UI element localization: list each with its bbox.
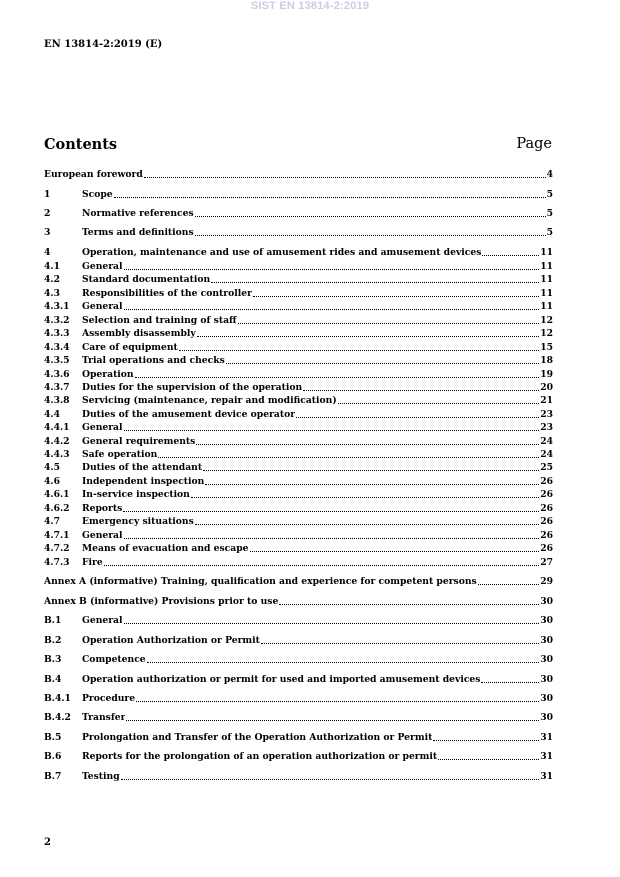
- toc-entry[interactable]: [44, 247, 553, 259]
- toc-entry-page: 26: [540, 476, 553, 487]
- toc-leader-dots: [481, 681, 539, 683]
- toc-entry-title: Annex B (informative) Provisions prior to use: [44, 596, 279, 607]
- toc-entry[interactable]: [44, 288, 553, 300]
- toc-leader-dots: [433, 739, 539, 741]
- toc-entry[interactable]: [44, 476, 553, 488]
- toc-entry-page: 30: [540, 615, 553, 626]
- toc-entry-page: 26: [540, 503, 553, 514]
- toc-leader-dots: [478, 583, 540, 585]
- toc-leader-dots: [250, 550, 540, 552]
- toc-leader-dots: [279, 603, 539, 605]
- toc-entry-title: Duties of the attendant: [82, 462, 203, 473]
- toc-entry[interactable]: [44, 261, 553, 273]
- document-id: EN 13814-2:2019 (E): [44, 39, 163, 50]
- toc-entry-page: 25: [540, 462, 553, 473]
- toc-entry-title: Responsibilities of the controller: [82, 288, 252, 299]
- toc-entry-title: Scope: [82, 189, 113, 200]
- toc-entry-title: Procedure: [82, 693, 136, 704]
- toc-entry-page: 30: [540, 712, 553, 723]
- toc-leader-dots: [482, 254, 539, 256]
- toc-entry-title: Competence: [82, 654, 146, 665]
- toc-entry-title: Duties of the amusement device operator: [82, 409, 296, 420]
- toc-entry-number: B.4.2: [44, 712, 71, 723]
- toc-entry[interactable]: [44, 674, 553, 686]
- toc-entry-number: B.2: [44, 635, 62, 646]
- toc-entry[interactable]: [44, 422, 553, 434]
- toc-entry-title: General: [82, 261, 123, 272]
- toc-entry-number: 4.3: [44, 288, 60, 299]
- toc-leader-dots: [136, 700, 539, 702]
- toc-entry-page: 31: [540, 732, 553, 743]
- toc-entry[interactable]: [44, 771, 553, 783]
- toc-entry-number: 4.6.2: [44, 503, 70, 514]
- toc-entry[interactable]: [44, 751, 553, 763]
- toc-entry-page: 5: [546, 227, 553, 238]
- toc-entry-number: 2: [44, 208, 51, 219]
- toc-entry-title: Operation: [82, 369, 134, 380]
- toc-entry[interactable]: [44, 301, 553, 313]
- toc-leader-dots: [158, 456, 539, 458]
- toc-entry-number: 4.7.3: [44, 557, 70, 568]
- toc-entry[interactable]: [44, 516, 553, 528]
- toc-entry-page: 31: [540, 751, 553, 762]
- toc-leader-dots: [195, 523, 539, 525]
- toc-entry-number: B.3: [44, 654, 62, 665]
- toc-leader-dots: [124, 429, 540, 431]
- toc-entry-page: 30: [540, 635, 553, 646]
- toc-entry-title: Fire: [82, 557, 103, 568]
- toc-entry-number: 4.2: [44, 274, 60, 285]
- toc-entry-number: 4.6: [44, 476, 60, 487]
- toc-entry-title: In-service inspection: [82, 489, 190, 500]
- toc-entry-page: 11: [540, 288, 553, 299]
- toc-entry-page: 26: [540, 489, 553, 500]
- toc-leader-dots: [226, 362, 539, 364]
- toc-entry[interactable]: [44, 382, 553, 394]
- toc-entry[interactable]: [44, 503, 553, 515]
- toc-entry-title: General requirements: [82, 436, 196, 447]
- toc-entry-number: 4.6.1: [44, 489, 70, 500]
- toc-entry-page: 29: [540, 576, 553, 587]
- toc-entry-number: 4.5: [44, 462, 60, 473]
- toc-entry-title: Prolongation and Transfer of the Operation Authorization or Permit: [82, 732, 433, 743]
- toc-entry[interactable]: [44, 342, 553, 354]
- toc-entry[interactable]: [44, 635, 553, 647]
- toc-entry[interactable]: [44, 462, 553, 474]
- toc-entry-title: Reports: [82, 503, 123, 514]
- toc-leader-dots: [191, 496, 539, 498]
- toc-entry-page: 23: [540, 422, 553, 433]
- toc-entry-number: B.5: [44, 732, 62, 743]
- toc-entry-page: 26: [540, 516, 553, 527]
- toc-leader-dots: [253, 295, 539, 297]
- toc-leader-dots: [197, 335, 540, 337]
- toc-entry[interactable]: [44, 489, 553, 501]
- toc-entry-page: 26: [540, 530, 553, 541]
- toc-entry-title: General: [82, 615, 123, 626]
- toc-entry[interactable]: [44, 543, 553, 555]
- toc-entry-title: Reports for the prolongation of an operation authorization or permit: [82, 751, 438, 762]
- toc-entry-page: 19: [540, 369, 553, 380]
- toc-entry[interactable]: [44, 328, 553, 340]
- toc-leader-dots: [123, 510, 539, 512]
- toc-entry[interactable]: [44, 712, 553, 724]
- toc-entry-page: 30: [540, 674, 553, 685]
- toc-entry-number: 4.3.3: [44, 328, 70, 339]
- toc-entry-page: 24: [540, 449, 553, 460]
- page-column-label: Page: [516, 136, 552, 152]
- toc-entry-page: 20: [540, 382, 553, 393]
- toc-entry-page: 24: [540, 436, 553, 447]
- toc-entry[interactable]: [44, 355, 553, 367]
- toc-entry-number: 4.7: [44, 516, 60, 527]
- toc-entry-page: 5: [546, 208, 553, 219]
- toc-entry[interactable]: [44, 208, 553, 220]
- toc-entry-page: 11: [540, 274, 553, 285]
- toc-entry-title: Safe operation: [82, 449, 158, 460]
- toc-entry-number: 4.3.8: [44, 395, 70, 406]
- toc-entry[interactable]: [44, 409, 553, 421]
- toc-entry-title: Normative references: [82, 208, 194, 219]
- toc-entry-title: General: [82, 422, 123, 433]
- toc-entry-title: Care of equipment: [82, 342, 178, 353]
- toc-entry[interactable]: [44, 557, 553, 569]
- toc-entry-title: Operation Authorization or Permit: [82, 635, 260, 646]
- toc-entry[interactable]: [44, 693, 553, 705]
- toc-entry-number: 4.3.5: [44, 355, 70, 366]
- toc-leader-dots: [124, 622, 540, 624]
- toc-entry[interactable]: [44, 395, 553, 407]
- toc-entry-number: 4.3.7: [44, 382, 70, 393]
- toc-entry[interactable]: [44, 732, 553, 744]
- toc-entry-number: 4.4.3: [44, 449, 70, 460]
- toc-leader-dots: [126, 719, 539, 721]
- toc-leader-dots: [124, 308, 540, 310]
- toc-leader-dots: [203, 469, 539, 471]
- toc-entry-page: 30: [540, 693, 553, 704]
- toc-entry-page: 12: [540, 315, 553, 326]
- toc-entry-title: Transfer: [82, 712, 126, 723]
- toc-entry-page: 5: [546, 189, 553, 200]
- toc-entry-page: 4: [546, 169, 553, 180]
- toc-leader-dots: [147, 661, 540, 663]
- toc-entry-number: 1: [44, 189, 51, 200]
- toc-leader-dots: [179, 349, 539, 351]
- toc-entry-title: Annex A (informative) Training, qualification and experience for competent persons: [44, 576, 477, 587]
- toc-leader-dots: [135, 376, 540, 378]
- toc-entry[interactable]: [44, 315, 553, 327]
- toc-entry-page: 21: [540, 395, 553, 406]
- toc-entry[interactable]: [44, 615, 553, 627]
- toc-leader-dots: [195, 215, 546, 217]
- toc-leader-dots: [144, 176, 546, 178]
- toc-entry[interactable]: [44, 596, 553, 608]
- toc-leader-dots: [303, 389, 539, 391]
- toc-entry-number: 4.3.2: [44, 315, 70, 326]
- toc-entry-page: 18: [540, 355, 553, 366]
- toc-entry[interactable]: [44, 654, 553, 666]
- toc-entry-number: B.4.1: [44, 693, 71, 704]
- toc-entry-number: 4.1: [44, 261, 60, 272]
- toc-entry-number: 4.4.2: [44, 436, 70, 447]
- toc-entry-title: Emergency situations: [82, 516, 194, 527]
- watermark: SIST EN 13814-2:2019: [250, 0, 370, 12]
- toc-entry-title: Terms and definitions: [82, 227, 194, 238]
- toc-entry[interactable]: [44, 274, 553, 286]
- toc-leader-dots: [196, 443, 539, 445]
- toc-entry[interactable]: [44, 576, 553, 588]
- toc-entry-number: B.4: [44, 674, 62, 685]
- toc-leader-dots: [114, 196, 546, 198]
- toc-entry-title: General: [82, 530, 123, 541]
- toc-entry-title: Independent inspection: [82, 476, 205, 487]
- toc-entry[interactable]: [44, 189, 553, 201]
- toc-entry-number: 4.7.1: [44, 530, 70, 541]
- toc-entry-number: B.6: [44, 751, 62, 762]
- toc-entry-page: 11: [540, 301, 553, 312]
- toc-entry[interactable]: [44, 530, 553, 542]
- toc-entry-title: Testing: [82, 771, 120, 782]
- toc-entry-number: 4.3.6: [44, 369, 70, 380]
- toc-entry-page: 15: [540, 342, 553, 353]
- toc-entry-page: 27: [540, 557, 553, 568]
- page-number: 2: [44, 837, 51, 848]
- toc-leader-dots: [211, 281, 539, 283]
- toc-entry-title: Operation, maintenance and use of amusement rides and amusement devices: [82, 247, 482, 258]
- toc-leader-dots: [238, 322, 540, 324]
- toc-leader-dots: [195, 234, 546, 236]
- toc-entry-page: 26: [540, 543, 553, 554]
- toc-entry[interactable]: [44, 449, 553, 461]
- toc-entry-title: Operation authorization or permit for used and imported amusement devices: [82, 674, 481, 685]
- toc-leader-dots: [338, 402, 540, 404]
- toc-entry-number: 4.4.1: [44, 422, 70, 433]
- toc-entry-title: General: [82, 301, 123, 312]
- toc-entry-number: 4.4: [44, 409, 60, 420]
- toc-leader-dots: [124, 537, 540, 539]
- toc-entry-title: Duties for the supervision of the operation: [82, 382, 303, 393]
- toc-entry-title: Assembly disassembly: [82, 328, 196, 339]
- toc-entry-number: 4.7.2: [44, 543, 70, 554]
- toc-entry[interactable]: [44, 227, 553, 239]
- toc-leader-dots: [438, 758, 539, 760]
- toc-entry-number: 3: [44, 227, 51, 238]
- toc-leader-dots: [104, 564, 540, 566]
- toc-entry-number: B.1: [44, 615, 62, 626]
- contents-heading: Contents: [44, 136, 118, 153]
- toc-entry-number: 4.3.4: [44, 342, 70, 353]
- toc-entry-title: Means of evacuation and escape: [82, 543, 249, 554]
- toc-leader-dots: [121, 778, 540, 780]
- toc-entry-title: Selection and training of staff: [82, 315, 237, 326]
- toc-leader-dots: [296, 416, 539, 418]
- toc-leader-dots: [205, 483, 539, 485]
- toc-entry-title: European foreword: [44, 169, 143, 180]
- toc-entry-number: 4: [44, 247, 51, 258]
- toc-entry-title: Trial operations and checks: [82, 355, 225, 366]
- toc-entry-page: 11: [540, 261, 553, 272]
- toc-entry-title: Standard documentation: [82, 274, 211, 285]
- toc-leader-dots: [124, 268, 540, 270]
- toc-entry-number: 4.3.1: [44, 301, 70, 312]
- toc-leader-dots: [261, 642, 539, 644]
- toc-entry[interactable]: [44, 169, 553, 181]
- toc-entry-page: 31: [540, 771, 553, 782]
- toc-entry-page: 30: [540, 654, 553, 665]
- toc-entry-title: Servicing (maintenance, repair and modification): [82, 395, 337, 406]
- toc-entry-page: 30: [540, 596, 553, 607]
- toc-entry[interactable]: [44, 436, 553, 448]
- toc-entry-page: 12: [540, 328, 553, 339]
- toc-entry[interactable]: [44, 369, 553, 381]
- toc-entry-page: 11: [540, 247, 553, 258]
- toc-entry-number: B.7: [44, 771, 62, 782]
- toc-entry-page: 23: [540, 409, 553, 420]
